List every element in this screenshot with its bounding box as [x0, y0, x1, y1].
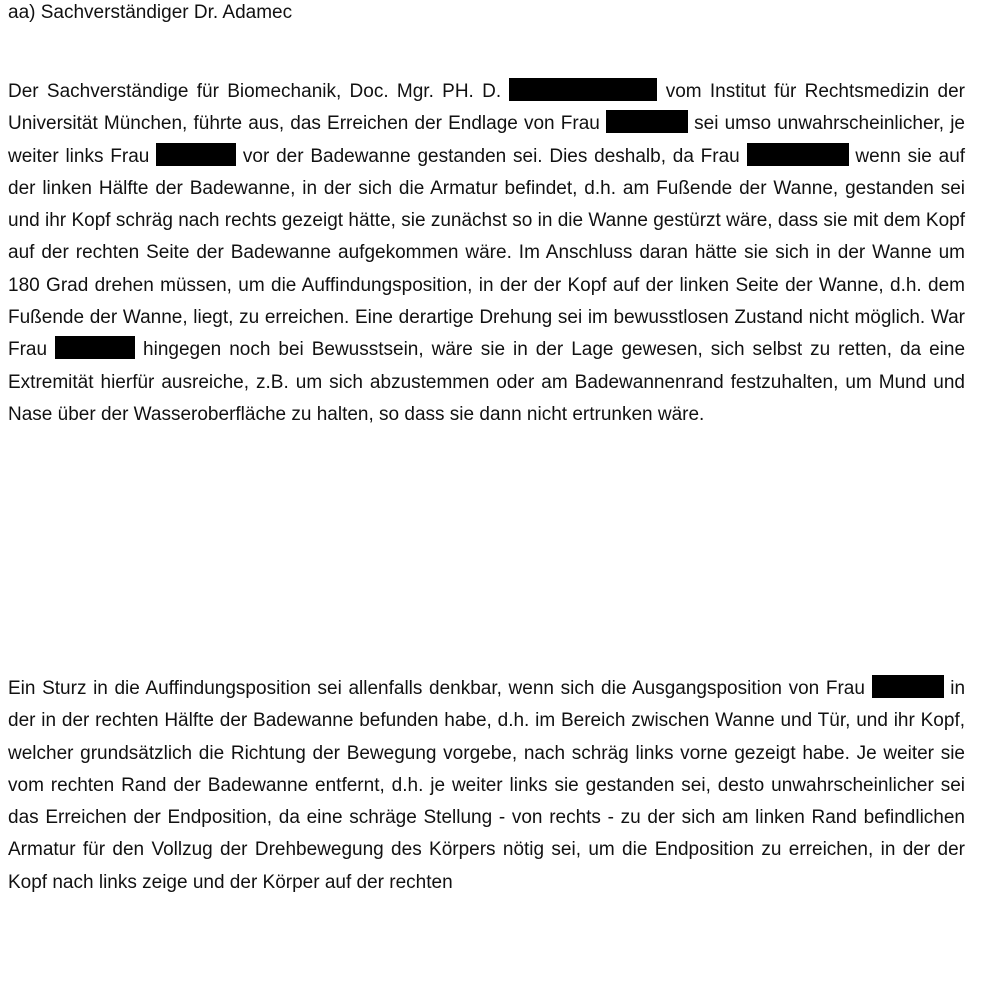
paragraph-2-text-1: Ein Sturz in die Auffindungsposition sei allenfalls denkbar, wenn sich die Ausgangsposition von Frau: [8, 678, 865, 699]
redaction-bar: [872, 675, 944, 698]
section-heading: aa) Sachverständiger Dr. Adamec: [8, 2, 293, 23]
paragraph-1-text-6: hingegen noch bei Bewusstsein, wäre sie in der Lage gewesen, sich selbst zu retten, da eine Extremität hierfür ausreiche, z.B. um sich abzustemmen oder am Badewannenrand festzuhalten, um Mund und Nase über der Wasseroberfläche zu halten, so dass sie dann nicht ertrunken wäre.: [8, 339, 966, 425]
paragraph-1-text-5: wenn sie auf der linken Hälfte der Badewanne, in der sich die Armatur befindet, d.h. am Fußende der Wanne, gestanden sei und ihr Kopf schräg nach rechts gezeigt hätte, sie zunächst so in die Wanne gestürzt wäre, dass sie mit dem Kopf auf der rechten Seite der Badewanne aufgekommen wäre. Im Anschluss daran hätte sie sich in der Wanne um 180 Grad drehen müssen, um die Auffindungsposition, in der der Kopf auf der linken Seite der Wanne, d.h. dem Fußende der Wanne, liegt, zu erreichen. Eine derartige Drehung sei im bewusstlosen Zustand nicht möglich. War Frau: [8, 145, 966, 361]
paragraph-1-text-2: vom Institut für Rechtsmedizin der Universität München, führte aus, das Erreichen der Endlage von Frau: [8, 81, 965, 135]
redaction-bar: [156, 143, 236, 166]
redaction-bar: [747, 143, 849, 166]
paragraph-2: [8, 673, 965, 899]
redaction-bar: [606, 110, 688, 133]
paragraph-1-text-1: Der Sachverständige für Biomechanik, Doc. Mgr. PH. D.: [8, 81, 502, 102]
paragraph-1-text-3: sei umso unwahrscheinlicher, je weiter links Frau: [8, 113, 966, 167]
paragraph-1-text-4: vor der Badewanne gestanden sei. Dies deshalb, da Frau: [242, 145, 740, 167]
paragraph-2-text-2: in der in der rechten Hälfte der Badewanne befunden habe, d.h. im Bereich zwischen Wanne und Tür, und ihr Kopf, welcher grundsätzlich die Richtung der Bewegung vorgebe, nach schräg links vorne gezeigt habe. Je weiter sie vom rechten Rand der Badewanne entfernt, d.h. je weiter links sie gestanden sei, desto unwahrscheinlicher sei das Erreichen der Endposition, da eine schräge Stellung - von rechts - zu der sich am linken Rand befindlichen Armatur für den Vollzug der Drehbewegung des Körpers nötig sei, um die Endposition zu erreichen, in der der Kopf nach links zeige und der Körper auf der rechten: [8, 678, 966, 893]
redaction-bar: [55, 336, 135, 359]
paragraph-1: [8, 76, 965, 431]
redaction-bar: [509, 78, 657, 101]
